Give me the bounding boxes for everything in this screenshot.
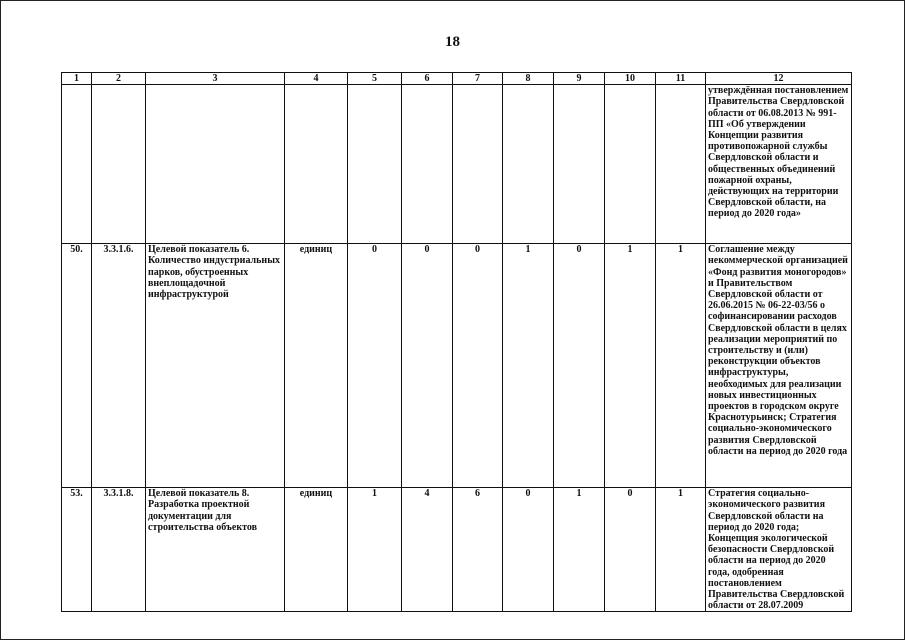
cell-value-7 bbox=[453, 85, 503, 244]
cell-row-number bbox=[62, 85, 92, 244]
cell-value-7: 6 bbox=[453, 488, 503, 612]
cell-value-5: 1 bbox=[348, 488, 402, 612]
cell-value-7: 0 bbox=[453, 244, 503, 488]
col-header-8: 8 bbox=[503, 73, 554, 85]
cell-source: Стратегия социально-экономического развития Свердловской области на период до 2020 года; Концепция экологической безопасности Свердловской области на период до 2020 года, одобренная постановлением Правительства Свердловской области от 28.07.2009 bbox=[706, 488, 852, 612]
col-header-6: 6 bbox=[402, 73, 453, 85]
table-row bbox=[62, 244, 852, 488]
col-header-4: 4 bbox=[285, 73, 348, 85]
cell-value-9: 1 bbox=[554, 488, 605, 612]
table-row bbox=[62, 488, 852, 612]
cell-value-6: 4 bbox=[402, 488, 453, 612]
cell-unit bbox=[285, 85, 348, 244]
data-table bbox=[61, 72, 852, 612]
cell-code bbox=[92, 85, 146, 244]
table-header-row bbox=[62, 73, 852, 85]
cell-unit: единиц bbox=[285, 488, 348, 612]
col-header-1: 1 bbox=[62, 73, 92, 85]
cell-indicator: Целевой показатель 6. Количество индустриальных парков, обустроенных внеплощадочной инфраструктурой bbox=[146, 244, 285, 488]
col-header-7: 7 bbox=[453, 73, 503, 85]
cell-value-5 bbox=[348, 85, 402, 244]
cell-value-10: 1 bbox=[605, 244, 656, 488]
cell-value-5: 0 bbox=[348, 244, 402, 488]
cell-value-10: 0 bbox=[605, 488, 656, 612]
table-row bbox=[62, 85, 852, 244]
cell-value-8: 1 bbox=[503, 244, 554, 488]
cell-row-number: 50. bbox=[62, 244, 92, 488]
cell-value-6: 0 bbox=[402, 244, 453, 488]
cell-value-8 bbox=[503, 85, 554, 244]
col-header-10: 10 bbox=[605, 73, 656, 85]
cell-source: Соглашение между некоммерческой организацией «Фонд развития моногородов» и Правительством Свердловской области от 26.06.2015 № 06-22-03/56 о софинансировании расходов Свердловской области в целях реализации мероприятий по строительству и (или) реконструкции объектов инфраструктуры, необходимых для реализации новых инвестиционных проектов в городском округе Краснотурьинск; Стратегия социально-экономического развития Свердловской области на период до 2020 года bbox=[706, 244, 852, 488]
cell-value-11: 1 bbox=[656, 488, 706, 612]
cell-value-8: 0 bbox=[503, 488, 554, 612]
cell-value-9 bbox=[554, 85, 605, 244]
page-number: 18 bbox=[445, 34, 460, 50]
cell-source: утверждённая постановлением Правительства Свердловской области от 06.08.2013 № 991-ПП «Об утверждении Концепции развития противопожарной службы Свердловской области и общественных объединений пожарной охраны, действующих на территории Свердловской области, на период до 2020 года» bbox=[706, 85, 852, 244]
cell-row-number: 53. bbox=[62, 488, 92, 612]
col-header-9: 9 bbox=[554, 73, 605, 85]
col-header-11: 11 bbox=[656, 73, 706, 85]
cell-indicator: Целевой показатель 8. Разработка проектной документации для строительства объектов bbox=[146, 488, 285, 612]
cell-value-9: 0 bbox=[554, 244, 605, 488]
cell-indicator bbox=[146, 85, 285, 244]
col-header-2: 2 bbox=[92, 73, 146, 85]
cell-value-10 bbox=[605, 85, 656, 244]
cell-code: 3.3.1.6. bbox=[92, 244, 146, 488]
col-header-5: 5 bbox=[348, 73, 402, 85]
col-header-12: 12 bbox=[706, 73, 852, 85]
cell-value-11 bbox=[656, 85, 706, 244]
cell-unit: единиц bbox=[285, 244, 348, 488]
cell-value-6 bbox=[402, 85, 453, 244]
col-header-3: 3 bbox=[146, 73, 285, 85]
cell-code: 3.3.1.8. bbox=[92, 488, 146, 612]
cell-value-11: 1 bbox=[656, 244, 706, 488]
